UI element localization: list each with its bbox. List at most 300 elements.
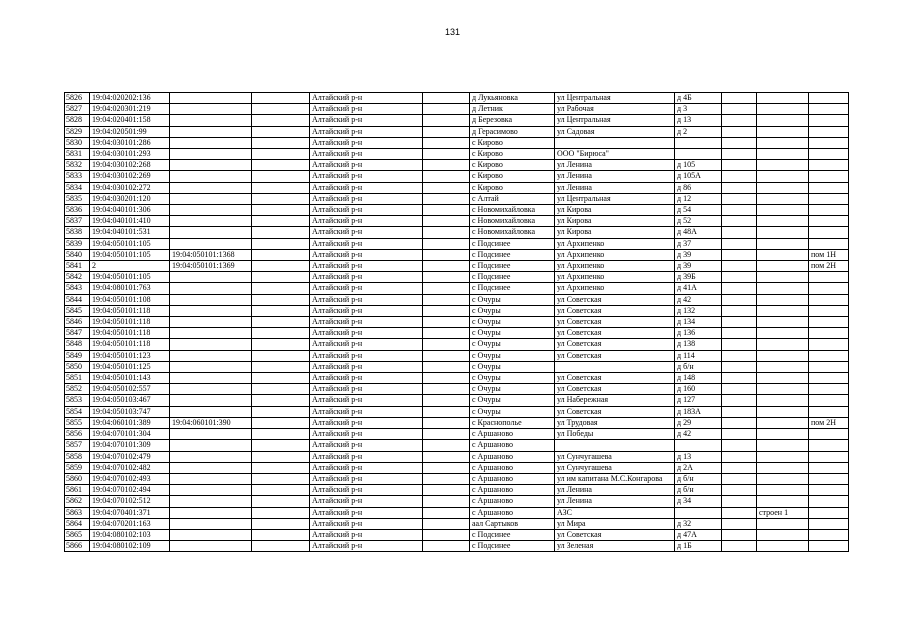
cell-building: [757, 294, 809, 305]
table-row: [65, 126, 849, 137]
cell-district: Алтайский р-н: [310, 473, 423, 484]
cell-premise: [809, 496, 849, 507]
cell-street: ул Ленина: [555, 485, 675, 496]
cell-settlement: с Подсинее: [470, 238, 555, 249]
cell-settlement: д Лукьяновка: [470, 93, 555, 104]
cell-premise: [809, 339, 849, 350]
cell-settlement: д Герасимово: [470, 126, 555, 137]
cell-premise: [809, 149, 849, 160]
cell-district: Алтайский р-н: [310, 126, 423, 137]
cell-settlement: с Аршаново: [470, 462, 555, 473]
cell-empty: [722, 93, 757, 104]
cell-cadastral-number: 19:04:070101:304: [90, 429, 170, 440]
cell-house: д 105: [675, 160, 722, 171]
cell-empty: [722, 350, 757, 361]
cell-cadastral-number-secondary: 19:04:050101:1368: [170, 249, 252, 260]
cell-cadastral-number-secondary: [170, 541, 252, 552]
cell-empty: [722, 272, 757, 283]
cell-street: ул Советская: [555, 406, 675, 417]
cell-row-number: 5856: [65, 429, 90, 440]
cell-cadastral-number-secondary: [170, 126, 252, 137]
cell-premise: пом 1Н: [809, 249, 849, 260]
cell-building: [757, 317, 809, 328]
cell-cadastral-number-secondary: [170, 350, 252, 361]
cell-empty: [252, 149, 310, 160]
cell-empty: [252, 182, 310, 193]
table-row: [65, 361, 849, 372]
cell-empty: [423, 485, 470, 496]
cell-street: ул Советская: [555, 350, 675, 361]
cell-empty: [423, 216, 470, 227]
cell-district: Алтайский р-н: [310, 507, 423, 518]
cell-street: ул Рабочая: [555, 104, 675, 115]
cell-building: [757, 193, 809, 204]
table-row: [65, 272, 849, 283]
cell-settlement: с Очуры: [470, 294, 555, 305]
cell-building: строен 1: [757, 507, 809, 518]
cell-street: ул Центральная: [555, 93, 675, 104]
cell-district: Алтайский р-н: [310, 541, 423, 552]
cell-settlement: с Очуры: [470, 384, 555, 395]
cell-premise: [809, 507, 849, 518]
cell-empty: [252, 205, 310, 216]
cell-premise: [809, 272, 849, 283]
cell-empty: [252, 507, 310, 518]
cell-district: Алтайский р-н: [310, 149, 423, 160]
cell-building: [757, 227, 809, 238]
table-row: [65, 305, 849, 316]
cell-premise: [809, 238, 849, 249]
cell-settlement: с Очуры: [470, 339, 555, 350]
cell-cadastral-number-secondary: [170, 104, 252, 115]
cell-street: ул Советская: [555, 339, 675, 350]
table-row: [65, 193, 849, 204]
cell-district: Алтайский р-н: [310, 238, 423, 249]
cell-settlement: с Очуры: [470, 373, 555, 384]
property-register-table: [64, 92, 849, 552]
cell-cadastral-number-secondary: [170, 216, 252, 227]
cell-empty: [252, 395, 310, 406]
cell-house: д 4Б: [675, 93, 722, 104]
cell-cadastral-number: 19:04:050103:467: [90, 395, 170, 406]
cell-house: [675, 137, 722, 148]
table-row: [65, 373, 849, 384]
cell-building: [757, 529, 809, 540]
cell-cadastral-number-secondary: [170, 451, 252, 462]
cell-empty: [722, 171, 757, 182]
cell-cadastral-number-secondary: [170, 361, 252, 372]
cell-street: ул Сунчугашева: [555, 462, 675, 473]
cell-empty: [252, 350, 310, 361]
table-row: [65, 507, 849, 518]
cell-house: д 39Б: [675, 272, 722, 283]
cell-settlement: с Подсинее: [470, 541, 555, 552]
cell-settlement: с Новомихайловка: [470, 227, 555, 238]
cell-cadastral-number: 19:04:060101:389: [90, 417, 170, 428]
cell-street: [555, 137, 675, 148]
cell-settlement: д Березовка: [470, 115, 555, 126]
cell-empty: [722, 440, 757, 451]
cell-settlement: с Кирово: [470, 137, 555, 148]
cell-house: д 114: [675, 350, 722, 361]
cell-empty: [252, 440, 310, 451]
cell-empty: [423, 205, 470, 216]
cell-empty: [722, 485, 757, 496]
cell-settlement: с Подсинее: [470, 283, 555, 294]
cell-cadastral-number: 19:04:070102:479: [90, 451, 170, 462]
cell-row-number: 5863: [65, 507, 90, 518]
cell-empty: [252, 406, 310, 417]
cell-cadastral-number-secondary: [170, 518, 252, 529]
cell-district: Алтайский р-н: [310, 317, 423, 328]
cell-empty: [722, 406, 757, 417]
cell-row-number: 5843: [65, 283, 90, 294]
cell-row-number: 5837: [65, 216, 90, 227]
cell-cadastral-number: 19:04:040101:531: [90, 227, 170, 238]
cell-house: д 132: [675, 305, 722, 316]
cell-house: д 29: [675, 417, 722, 428]
cell-house: д 127: [675, 395, 722, 406]
cell-settlement: с Аршаново: [470, 440, 555, 451]
cell-premise: [809, 283, 849, 294]
cell-house: д 54: [675, 205, 722, 216]
cell-house: д 39: [675, 261, 722, 272]
cell-empty: [252, 126, 310, 137]
cell-row-number: 5829: [65, 126, 90, 137]
cell-street: ул Победы: [555, 429, 675, 440]
cell-empty: [722, 160, 757, 171]
cell-premise: [809, 395, 849, 406]
cell-street: ул Кирова: [555, 205, 675, 216]
cell-house: [675, 440, 722, 451]
table-row: [65, 283, 849, 294]
cell-empty: [423, 193, 470, 204]
table-row: [65, 339, 849, 350]
cell-street: ул Архипенко: [555, 238, 675, 249]
cell-house: д 3: [675, 104, 722, 115]
cell-street: ул Мира: [555, 518, 675, 529]
cell-row-number: 5866: [65, 541, 90, 552]
cell-building: [757, 462, 809, 473]
cell-cadastral-number-secondary: [170, 507, 252, 518]
cell-cadastral-number: 19:04:030101:293: [90, 149, 170, 160]
cell-settlement: с Очуры: [470, 395, 555, 406]
cell-empty: [423, 451, 470, 462]
cell-empty: [722, 518, 757, 529]
cell-premise: [809, 384, 849, 395]
cell-premise: пом 2Н: [809, 261, 849, 272]
cell-building: [757, 272, 809, 283]
cell-building: [757, 283, 809, 294]
cell-empty: [722, 261, 757, 272]
cell-empty: [722, 294, 757, 305]
cell-house: д 13: [675, 115, 722, 126]
cell-cadastral-number: 19:04:050101:118: [90, 317, 170, 328]
cell-empty: [252, 373, 310, 384]
cell-premise: [809, 429, 849, 440]
table-row: [65, 294, 849, 305]
table-row: [65, 417, 849, 428]
cell-empty: [423, 104, 470, 115]
cell-cadastral-number: 19:04:050101:105: [90, 238, 170, 249]
cell-row-number: 5854: [65, 406, 90, 417]
cell-cadastral-number: 19:04:020501:99: [90, 126, 170, 137]
cell-district: Алтайский р-н: [310, 137, 423, 148]
cell-house: д 105А: [675, 171, 722, 182]
cell-street: ул Советская: [555, 328, 675, 339]
cell-row-number: 5838: [65, 227, 90, 238]
cell-row-number: 5830: [65, 137, 90, 148]
cell-street: ул Архипенко: [555, 283, 675, 294]
cell-empty: [722, 283, 757, 294]
cell-row-number: 5834: [65, 182, 90, 193]
cell-street: ул Советская: [555, 373, 675, 384]
cell-settlement: д Летник: [470, 104, 555, 115]
cell-building: [757, 440, 809, 451]
cell-street: ул Архипенко: [555, 272, 675, 283]
cell-street: ООО "Бирюса": [555, 149, 675, 160]
cell-district: Алтайский р-н: [310, 294, 423, 305]
cell-district: Алтайский р-н: [310, 339, 423, 350]
cell-building: [757, 261, 809, 272]
cell-cadastral-number: 19:04:020301:219: [90, 104, 170, 115]
cell-empty: [423, 160, 470, 171]
cell-cadastral-number-secondary: 19:04:060101:390: [170, 417, 252, 428]
cell-row-number: 5835: [65, 193, 90, 204]
cell-street: ул Трудовая: [555, 417, 675, 428]
cell-cadastral-number-secondary: [170, 182, 252, 193]
cell-district: Алтайский р-н: [310, 485, 423, 496]
cell-row-number: 5855: [65, 417, 90, 428]
table-row: [65, 182, 849, 193]
cell-building: [757, 182, 809, 193]
cell-cadastral-number-secondary: [170, 93, 252, 104]
cell-cadastral-number: 19:04:050101:118: [90, 305, 170, 316]
cell-cadastral-number-secondary: [170, 193, 252, 204]
cell-cadastral-number-secondary: [170, 462, 252, 473]
cell-cadastral-number: 19:04:050101:105: [90, 249, 170, 260]
cell-cadastral-number: 19:04:050101:123: [90, 350, 170, 361]
cell-cadastral-number: 2: [90, 261, 170, 272]
cell-cadastral-number-secondary: [170, 227, 252, 238]
cell-row-number: 5840: [65, 249, 90, 260]
cell-empty: [722, 373, 757, 384]
cell-settlement: с Аршаново: [470, 429, 555, 440]
cell-row-number: 5846: [65, 317, 90, 328]
cell-cadastral-number-secondary: [170, 473, 252, 484]
cell-cadastral-number-secondary: [170, 328, 252, 339]
cell-empty: [252, 272, 310, 283]
cell-empty: [252, 473, 310, 484]
table-row: [65, 238, 849, 249]
cell-premise: [809, 451, 849, 462]
cell-street: ул Кирова: [555, 216, 675, 227]
cell-building: [757, 541, 809, 552]
cell-premise: [809, 160, 849, 171]
cell-building: [757, 249, 809, 260]
cell-premise: [809, 541, 849, 552]
cell-row-number: 5862: [65, 496, 90, 507]
cell-cadastral-number: 19:04:040101:306: [90, 205, 170, 216]
cell-house: д 12: [675, 193, 722, 204]
cell-building: [757, 126, 809, 137]
table-row: [65, 518, 849, 529]
cell-row-number: 5858: [65, 451, 90, 462]
cell-empty: [423, 429, 470, 440]
cell-empty: [722, 317, 757, 328]
cell-premise: [809, 373, 849, 384]
cell-district: Алтайский р-н: [310, 160, 423, 171]
cell-building: [757, 350, 809, 361]
cell-empty: [423, 149, 470, 160]
cell-building: [757, 473, 809, 484]
cell-empty: [722, 361, 757, 372]
cell-cadastral-number: 19:04:070102:482: [90, 462, 170, 473]
cell-house: д б/н: [675, 473, 722, 484]
cell-building: [757, 417, 809, 428]
cell-building: [757, 149, 809, 160]
cell-district: Алтайский р-н: [310, 518, 423, 529]
cell-cadastral-number: 19:04:070102:494: [90, 485, 170, 496]
cell-settlement: с Аршаново: [470, 485, 555, 496]
cell-street: ул Кирова: [555, 227, 675, 238]
cell-empty: [722, 451, 757, 462]
cell-row-number: 5851: [65, 373, 90, 384]
cell-house: д 148: [675, 373, 722, 384]
cell-premise: [809, 473, 849, 484]
cell-empty: [722, 328, 757, 339]
cell-building: [757, 384, 809, 395]
cell-house: д 42: [675, 429, 722, 440]
cell-street: ул Советская: [555, 294, 675, 305]
cell-settlement: с Алтай: [470, 193, 555, 204]
cell-empty: [423, 137, 470, 148]
cell-premise: [809, 406, 849, 417]
cell-street: ул Ленина: [555, 171, 675, 182]
cell-empty: [722, 384, 757, 395]
cell-cadastral-number: 19:04:020202:136: [90, 93, 170, 104]
cell-premise: [809, 305, 849, 316]
cell-settlement: с Аршаново: [470, 473, 555, 484]
cell-row-number: 5860: [65, 473, 90, 484]
cell-premise: [809, 518, 849, 529]
cell-district: Алтайский р-н: [310, 93, 423, 104]
cell-district: Алтайский р-н: [310, 373, 423, 384]
cell-empty: [252, 361, 310, 372]
cell-empty: [722, 305, 757, 316]
cell-empty: [423, 496, 470, 507]
cell-settlement: с Очуры: [470, 317, 555, 328]
cell-street: ул Советская: [555, 317, 675, 328]
cell-building: [757, 104, 809, 115]
cell-empty: [722, 395, 757, 406]
cell-row-number: 5850: [65, 361, 90, 372]
cell-house: д 13: [675, 451, 722, 462]
cell-cadastral-number: 19:04:070102:493: [90, 473, 170, 484]
cell-row-number: 5845: [65, 305, 90, 316]
cell-district: Алтайский р-н: [310, 429, 423, 440]
cell-street: ул Советская: [555, 305, 675, 316]
cell-cadastral-number-secondary: [170, 137, 252, 148]
cell-empty: [722, 541, 757, 552]
cell-building: [757, 238, 809, 249]
cell-row-number: 5853: [65, 395, 90, 406]
cell-district: Алтайский р-н: [310, 193, 423, 204]
cell-empty: [722, 216, 757, 227]
cell-cadastral-number-secondary: [170, 294, 252, 305]
cell-settlement: с Новомихайловка: [470, 216, 555, 227]
cell-settlement: с Очуры: [470, 406, 555, 417]
cell-house: д 134: [675, 317, 722, 328]
cell-street: ул Ленина: [555, 160, 675, 171]
cell-empty: [423, 373, 470, 384]
cell-building: [757, 339, 809, 350]
cell-empty: [423, 417, 470, 428]
cell-cadastral-number: 19:04:080101:763: [90, 283, 170, 294]
cell-empty: [252, 429, 310, 440]
cell-empty: [423, 283, 470, 294]
cell-empty: [423, 462, 470, 473]
cell-empty: [252, 496, 310, 507]
cell-building: [757, 485, 809, 496]
cell-empty: [423, 339, 470, 350]
cell-cadastral-number-secondary: [170, 485, 252, 496]
cell-settlement: с Очуры: [470, 305, 555, 316]
cell-building: [757, 160, 809, 171]
table-row: [65, 529, 849, 540]
table-row: [65, 317, 849, 328]
cell-empty: [252, 227, 310, 238]
cell-empty: [722, 429, 757, 440]
cell-district: Алтайский р-н: [310, 216, 423, 227]
cell-row-number: 5865: [65, 529, 90, 540]
cell-settlement: с Очуры: [470, 328, 555, 339]
cell-district: Алтайский р-н: [310, 462, 423, 473]
cell-empty: [423, 294, 470, 305]
cell-empty: [423, 507, 470, 518]
cell-district: Алтайский р-н: [310, 305, 423, 316]
cell-empty: [722, 507, 757, 518]
cell-cadastral-number: 19:04:080102:109: [90, 541, 170, 552]
cell-cadastral-number: 19:04:070201:163: [90, 518, 170, 529]
cell-building: [757, 518, 809, 529]
cell-cadastral-number-secondary: [170, 440, 252, 451]
cell-row-number: 5839: [65, 238, 90, 249]
cell-cadastral-number: 19:04:050101:118: [90, 339, 170, 350]
cell-empty: [722, 115, 757, 126]
cell-cadastral-number: 19:04:030201:120: [90, 193, 170, 204]
cell-settlement: с Кирово: [470, 160, 555, 171]
cell-premise: [809, 216, 849, 227]
cell-cadastral-number: 19:04:030102:272: [90, 182, 170, 193]
cell-house: [675, 149, 722, 160]
cell-premise: [809, 193, 849, 204]
cell-cadastral-number: 19:04:020401:158: [90, 115, 170, 126]
table-row: [65, 496, 849, 507]
cell-empty: [423, 541, 470, 552]
cell-row-number: 5841: [65, 261, 90, 272]
cell-street: ул Ленина: [555, 496, 675, 507]
cell-empty: [423, 440, 470, 451]
cell-street: ул Садовая: [555, 126, 675, 137]
cell-premise: [809, 126, 849, 137]
cell-district: Алтайский р-н: [310, 328, 423, 339]
cell-premise: пом 2Н: [809, 417, 849, 428]
cell-premise: [809, 93, 849, 104]
table-row: [65, 406, 849, 417]
table-row: [65, 160, 849, 171]
cell-empty: [423, 529, 470, 540]
